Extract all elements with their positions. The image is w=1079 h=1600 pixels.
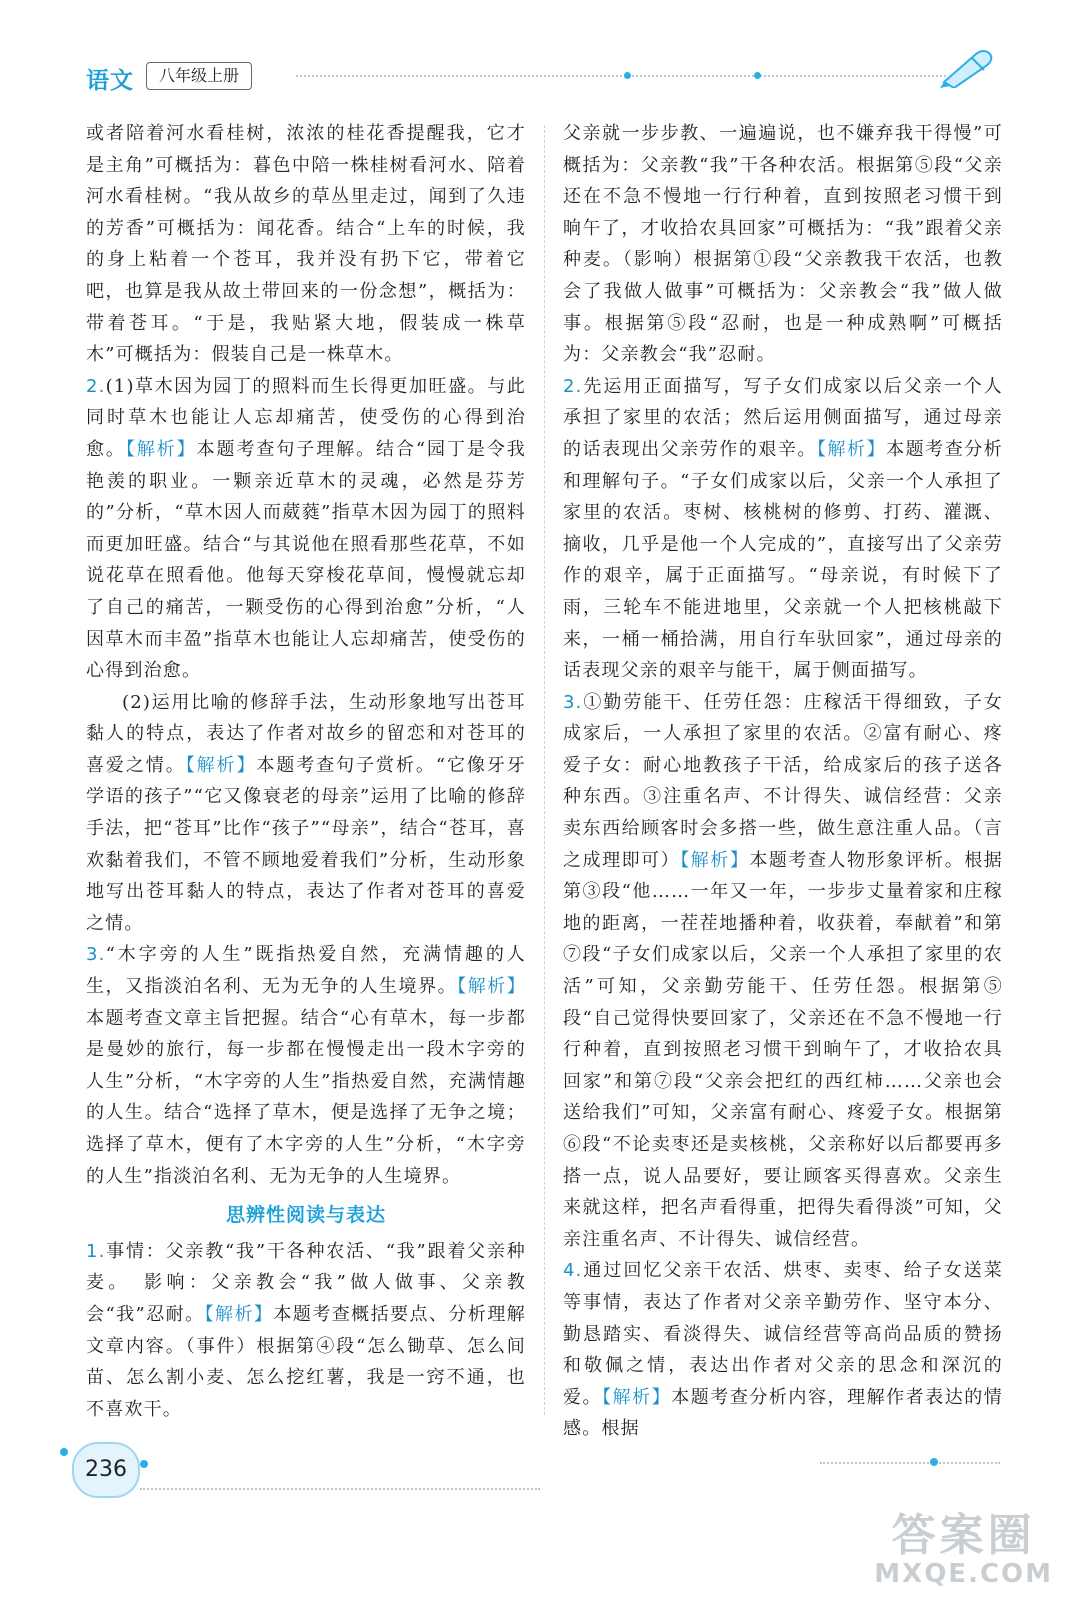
answer-item-3 [86, 939, 526, 1192]
page-header [86, 58, 986, 92]
answer-item-2-sub [86, 687, 526, 940]
footer-dot [930, 1458, 938, 1466]
analysis-text: 本题考查文章主旨把握。结合“心有草木，每一步都是曼妙的旅行，每一步都在慢慢走出一段木字旁的人生”分析，“木字旁的人生”指热爱自然，充满情趣的人生。结合“选择了草木，便是选择了无争之境；选择了草木，便有了木字旁的人生”分析，“木字旁的人生”指淡泊名利、无为无争的人生境界。 [86, 1007, 526, 1187]
column-divider [544, 125, 545, 1415]
footer-divider [820, 1462, 1000, 1464]
analysis-text: 本题考查概括要点、分析理解文章内容。（事件）根据第④段“怎么锄草、怎么间苗、怎么割小麦、怎么挖红薯，我是一窍不通，也不喜欢干。 [86, 1303, 526, 1420]
analysis-text: 本题考查分析内容，理解作者表达的情感。根据 [563, 1386, 1003, 1440]
answer-text: 事情：父亲教“我”干各种农活、“我”跟着父亲种麦。 影响：父亲教会“我”做人做事、父亲教会“我”忍耐。 [86, 1240, 526, 1325]
pen-icon [936, 48, 996, 88]
footer-dot [140, 1460, 148, 1468]
header-dot [624, 72, 631, 79]
analysis-tag: 【解析】 [457, 976, 526, 998]
analysis-tag: 【解析】 [204, 1303, 274, 1325]
footer-divider [140, 1488, 540, 1490]
item-number: 2. [563, 375, 583, 397]
answer-item-2 [563, 371, 1003, 687]
grade-label: 八年级上册 [146, 62, 252, 90]
analysis-tag: 【解析】 [602, 1386, 672, 1408]
section-title: 思辨性阅读与表达 [225, 1204, 386, 1227]
answer-text: (2)运用比喻的修辞手法，生动形象地写出苍耳黏人的特点，表达了作者对故乡的留恋和对苍耳的喜爱之情。 [86, 691, 526, 776]
answer-paragraph: 或者陪着河水看桂树，浓浓的桂花香提醒我，它才是主角”可概括为：暮色中陪一株桂树看河水、陪着河水看桂树。“我从故乡的草丛里走过，闻到了久违的芳香”可概括为：闻花香。结合“上车的时候，我的身上粘着一个苍耳，我并没有扔下它，带着它吧，也算是我从故土带回来的一份念想”，概括为：带着苍耳。“于是，我贴紧大地，假装成一株草木”可概括为：假装自己是一株草木。 [86, 123, 526, 366]
item-number: 4. [563, 1260, 583, 1282]
analysis-tag: 【解析】 [125, 438, 197, 460]
analysis-text: 本题考查分析和理解句子。“子女们成家以后，父亲一个人承担了家里的农活。枣树、核桃树的修剪、打药、灌溉、摘收，几乎是他一个人完成的”，直接写出了父亲劳作的艰辛，属于正面描写。“母亲说，有时候下了雨，三轮车不能进地里，父亲就一个人把核桃敲下来，一桶一桶拾满，用自行车驮回家”，通过母亲的话表现父亲的艰辛与能干，属于侧面描写。 [563, 438, 1003, 682]
page-number: 236 [72, 1442, 140, 1498]
watermark-title: 答案圈 [891, 1510, 1036, 1561]
subject-label: 语文 [86, 68, 134, 94]
answer-text: 通过回忆父亲干农活、烘枣、卖枣、给子女送菜等事情，表达了作者对父亲辛勤劳作、坚守本分、勤恳踏实、看淡得失、诚信经营等高尚品质的赞扬和敬佩之情，表达出作者对父亲的思念和深沉的爱。 [563, 1260, 1003, 1408]
analysis-tag: 【解析】 [680, 849, 750, 871]
answer-item-3 [563, 687, 1003, 1256]
answer-text: ①勤劳能干、任劳任怨：庄稼活干得细致，子女成家后，一人承担了家里的农活。②富有耐心、疼爱子女：耐心地教孩子干活，给成家后的孩子送各种东西。③注重名声、不计得失、诚信经营：父亲卖东西给顾客时会多搭一些，做生意注重人品。（言之成理即可） [563, 691, 1003, 871]
answer-item-2 [86, 371, 526, 687]
answer-text: 先运用正面描写，写子女们成家以后父亲一个人承担了家里的农活；然后运用侧面描写，通过母亲的话表现出父亲劳作的艰辛。 [563, 375, 1003, 460]
answer-item-4 [563, 1255, 1003, 1445]
item-number: 3. [563, 691, 583, 713]
answer-text: “木字旁的人生”既指热爱自然，充满情趣的人生，又指淡泊名利、无为无争的人生境界。 [86, 944, 526, 998]
item-number: 3. [86, 944, 106, 966]
left-column [86, 118, 526, 1425]
analysis-text: 本题考查句子理解。结合“园丁是令我艳羡的职业。一颗亲近草木的灵魂，必然是芬芳的”分析，“草木因人而葳蕤”指草木因为园丁的照料而更加旺盛。结合“与其说他在照看那些花草，不如说花草在照看他。他每天穿梭花草间，慢慢就忘却了自己的痛苦，一颗受伤的心得到治愈”分析，“人因草木而丰盈”指草木也能让人忘却痛苦，使受伤的心得到治愈。 [86, 438, 526, 682]
watermark-url: MXQE.COM [874, 1559, 1053, 1589]
item-number: 2. [86, 375, 106, 397]
answer-text: (1)草木因为园丁的照料而生长得更加旺盛。与此同时草木也能让人忘却痛苦，使受伤的心得到治愈。 [86, 375, 526, 460]
item-number: 1. [86, 1240, 106, 1262]
right-column [563, 118, 1003, 1445]
header-dot [754, 72, 761, 79]
answer-paragraph: 父亲就一步步教、一遍遍说，也不嫌弃我干得慢”可概括为：父亲教“我”干各种农活。根据第⑤段“父亲还在不急不慢地一行行种着，直到按照老习惯干到晌午了，才收拾农具回家”可概括为：“我”跟着父亲种麦。（影响）根据第①段“父亲教我干农活，也教会了我做人做事”可概括为：父亲教会“我”做人做事。根据第⑤段“忍耐，也是一种成熟啊”可概括为：父亲教会“我”忍耐。 [563, 123, 1003, 366]
answer-item-1 [86, 1236, 526, 1426]
analysis-text: 本题考查人物形象评析。根据第③段“他……一年又一年，一步步丈量着家和庄稼地的距离，一茬茬地播种着，收获着，奉献着”和第⑦段“子女们成家以后，父亲一个人承担了家里的农活”可知，父亲勤劳能干、任劳任怨。根据第⑤段“自己觉得快要回家了，父亲还在不急不慢地一行行种着，直到按照老习惯干到晌午了，才收拾农具回家”和第⑦段“父亲会把红的西红柿……父亲也会送给我们”可知，父亲富有耐心、疼爱子女。根据第⑥段“不论卖枣还是卖核桃，父亲称好以后都要再多搭一点，说人品要好，要让顾客买得喜欢。父亲生来就这样，把名声看得重，把得失看得淡”可知，父亲注重名声、不计得失、诚信经营。 [563, 849, 1003, 1250]
header-divider [296, 75, 946, 77]
analysis-text: 本题考查句子赏析。“它像牙牙学语的孩子”“它又像衰老的母亲”运用了比喻的修辞手法，把“苍耳”比作“孩子”“母亲”，结合“苍耳，喜欢黏着我们，不管不顾地爱着我们”分析，生动形象地写出苍耳黏人的特点，表达了作者对苍耳的喜爱之情。 [86, 754, 526, 934]
analysis-tag: 【解析】 [185, 754, 257, 776]
analysis-tag: 【解析】 [816, 438, 887, 460]
footer-dot [60, 1448, 68, 1456]
watermark [874, 1512, 1053, 1588]
